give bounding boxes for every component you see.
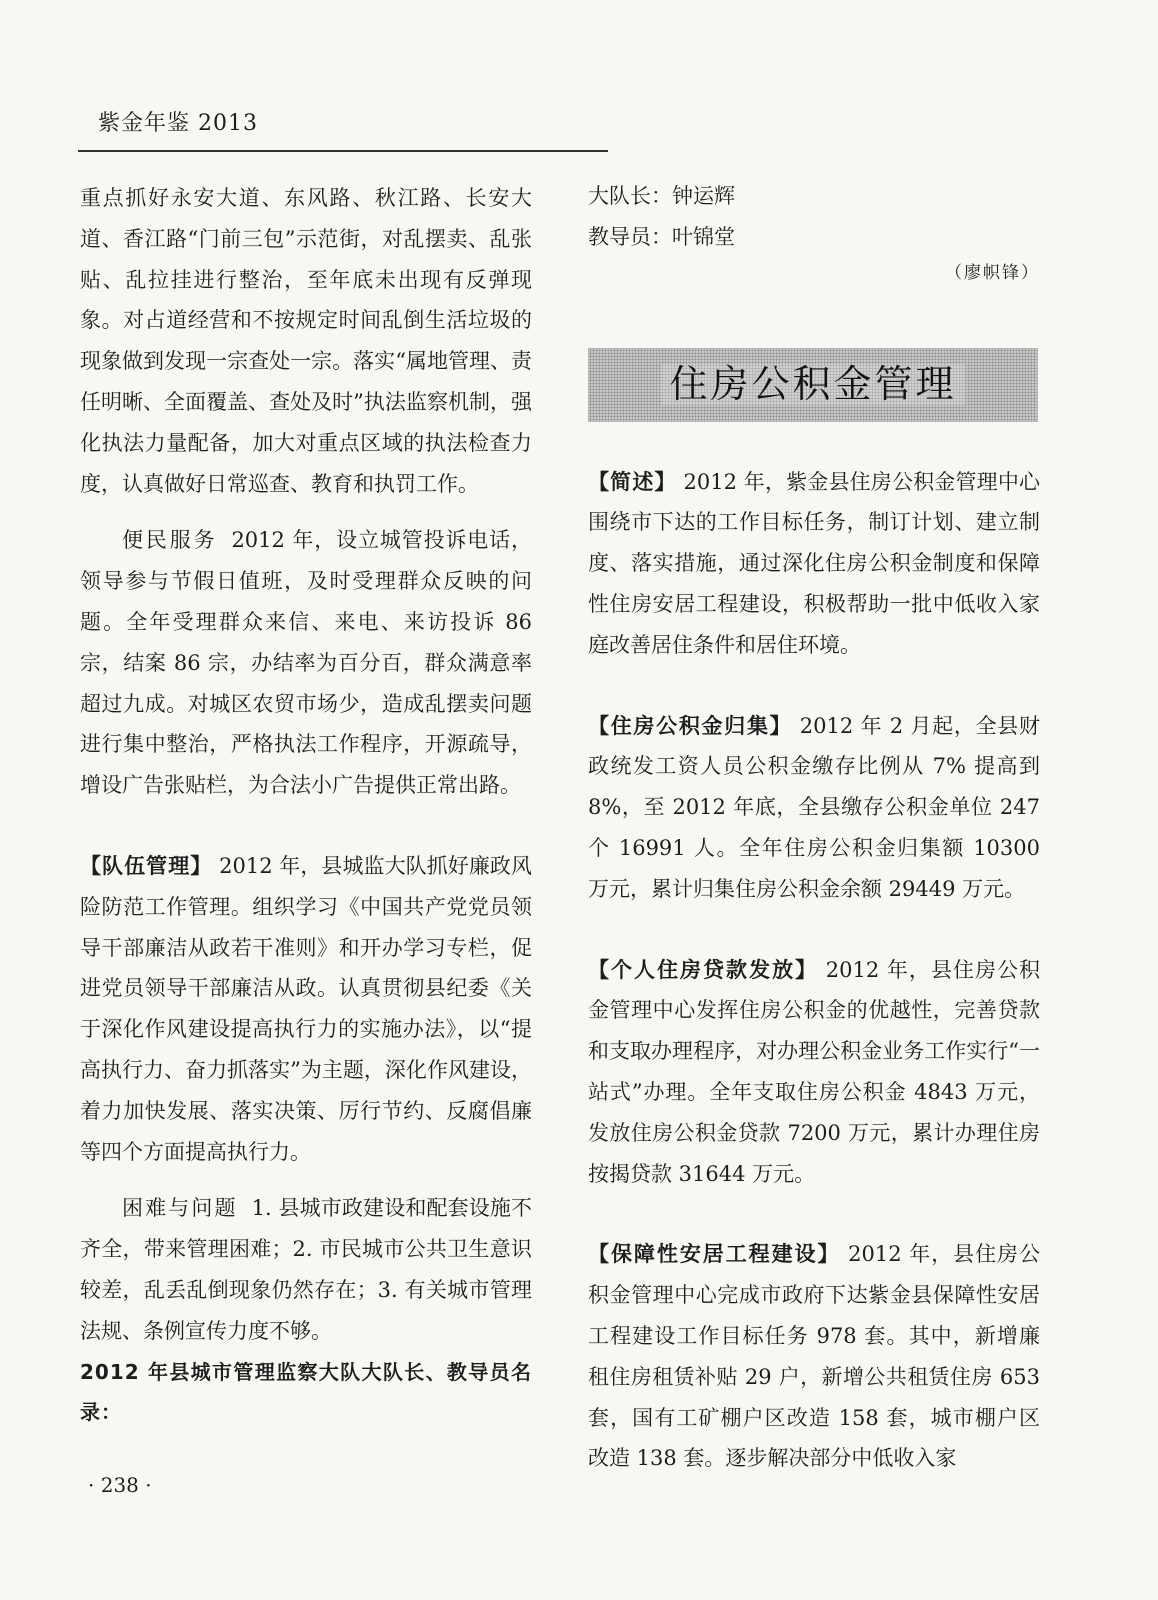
difficulties-text: 1. 县城市政建设和配套设施不齐全，带来管理困难；2. 市民城市公共卫生意识较差，乱丢乱倒现象仍然存在；3. 有关城市管理法规、条例宣传力度不够。 [80, 1196, 532, 1343]
section-title: 住房公积金管理 [661, 364, 964, 405]
paragraph-street-rectification: 重点抓好永安大道、东风路、秋江路、长安大道、香江路“门前三包”示范街，对乱摆卖、乱张贴、乱拉挂进行整治，至年底未出现有反弹现象。对占道经营和不按规定时间乱倒生活垃圾的现象做到发现一宗查处一宗。落实“属地管理、责任明晰、全面覆盖、查处及时”执法监察机制，强化执法力量配备，加大对重点区域的执法检查力度，认真做好日常巡查、教育和执罚工作。 [80, 186, 532, 496]
left-column [80, 178, 532, 1433]
overview-text: 2012 年，紫金县住房公积金管理中心围绕市下达的工作目标任务，制订计划、建立制度、落实措施，通过深化住房公积金制度和保障性住房安居工程建设，积极帮助一批中低收入家庭改善居住条件和居住环境。 [588, 469, 1040, 657]
paragraph-team-management [80, 846, 532, 1172]
convenience-service-lead: 便民服务 [122, 528, 218, 553]
staff-list-heading: 2012 年县城市管理监察大队大队长、教导员名录： [80, 1359, 532, 1425]
running-title: 紫金年鉴 2013 [98, 111, 258, 136]
captain-entry: 大队长：钟运辉 [588, 184, 735, 208]
paragraph-loans [588, 950, 1040, 1195]
team-management-tag: 【队伍管理】 [80, 853, 213, 878]
paragraph-overview [588, 462, 1040, 666]
convenience-service-text: 2012 年，设立城管投诉电话，领导参与节假日值班，及时受理群众反映的问题。全年受理群众来信、来电、来访投诉 86 宗，结案 86 宗，办结率为百分百，群众满意率超过九成。对城区农贸市场少，造成乱摆卖问题进行集中整治，严格执法工作程序，开源疏导，增设广告张贴栏，为合法小广告提供正常出路。 [80, 528, 532, 798]
fund-collection-text: 2012 年 2 月起，全县财政统发工资人员公积金缴存比例从 7% 提高到 8%，至 2012 年底，全县缴存公积金单位 247 个 16991 人。全年住房公积金归集额 10300 万元，累计归集住房公积金余额 29449 万元。 [588, 713, 1040, 901]
right-column [588, 176, 1040, 1479]
loans-text: 2012 年，县住房公积金管理中心发挥住房公积金的优越性，完善贷款和支取办理程序，对办理公积金业务工作实行“一站式”办理。全年支取住房公积金 4843 万元，发放住房公积金贷款 7200 万元，累计办理住房按揭贷款 31644 万元。 [588, 957, 1040, 1186]
paragraph-fund-collection [588, 706, 1040, 910]
overview-tag: 【简述】 [588, 469, 677, 494]
page-number: · 238 · [88, 1473, 152, 1497]
paragraph-affordable-housing [588, 1234, 1040, 1479]
team-management-text: 2012 年，县城监大队抓好廉政风险防范工作管理。组织学习《中国共产党党员领导干部廉洁从政若干准则》和开办学习专栏，促进党员领导干部廉洁从政。认真贯彻县纪委《关于深化作风建设提高执行力的实施办法》，以“提高执行力、奋力抓落实”为主题，深化作风建设，着力加快发展、落实决策、厉行节约、反腐倡廉等四个方面提高执行力。 [80, 853, 532, 1164]
fund-collection-tag: 【住房公积金归集】 [588, 713, 793, 738]
affordable-housing-tag: 【保障性安居工程建设】 [588, 1242, 841, 1267]
instructor-entry: 教导员：叶锦堂 [588, 224, 735, 249]
header-rule [78, 150, 608, 152]
section-title-banner [588, 348, 1038, 422]
paragraph-difficulties [80, 1188, 532, 1351]
difficulties-lead: 困难与问题 [122, 1196, 238, 1221]
author-credit: （廖帜锋） [945, 262, 1040, 283]
affordable-housing-text: 2012 年，县住房公积金管理中心完成市政府下达紫金县保障性安居工程建设工作目标任务 978 套。其中，新增廉租住房租赁补贴 29 户，新增公共租赁住房 653 套，国有工矿棚户区改造 158 套，城市棚户区改造 138 套。逐步解决部分中低收入家 [588, 1242, 1041, 1471]
paragraph-convenience-service [80, 520, 532, 806]
loans-tag: 【个人住房贷款发放】 [588, 957, 819, 982]
